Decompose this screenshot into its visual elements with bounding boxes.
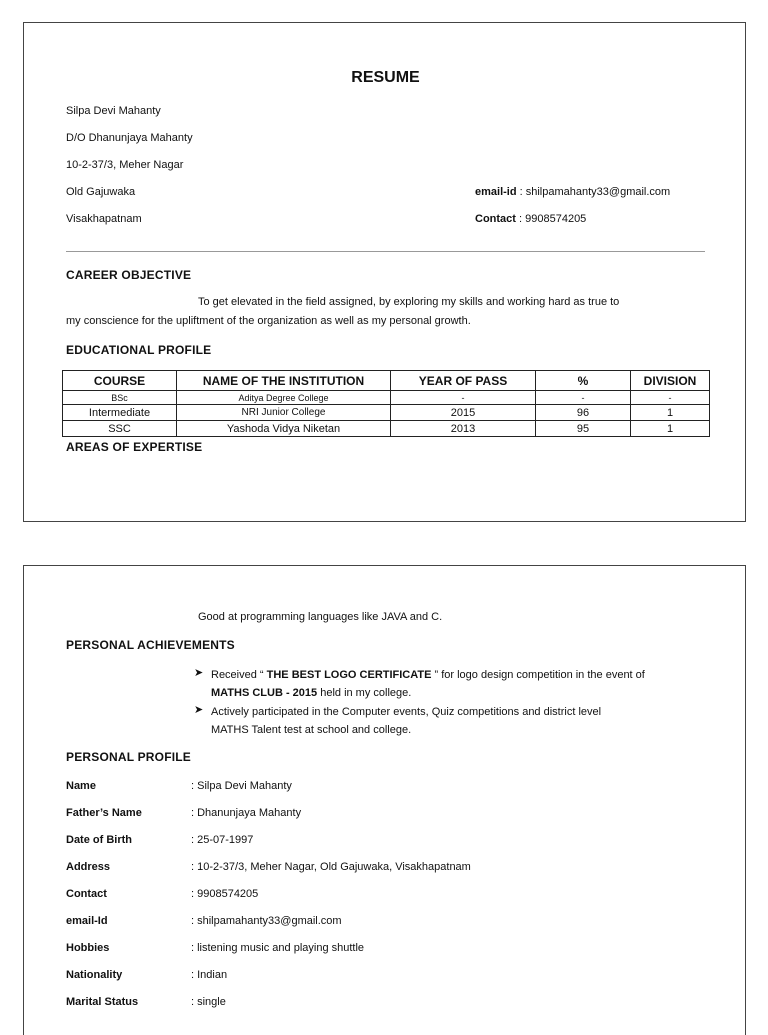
profile-label-address: Address [66, 861, 111, 873]
table-cell: - [631, 391, 710, 405]
expertise-text: Good at programming languages like JAVA and C. [198, 611, 443, 623]
email-label: email-id [475, 186, 517, 198]
resume-title: RESUME [351, 69, 420, 86]
col-percent: % [536, 371, 631, 391]
profile-value-father: : Dhanunjaya Mahanty [191, 807, 302, 819]
email-line [475, 186, 670, 198]
table-cell: Yashoda Vidya Niketan [177, 421, 391, 437]
profile-value-nationality: : Indian [191, 969, 228, 981]
table-cell: SSC [63, 421, 177, 437]
resume-page-1 [23, 22, 746, 522]
bullet-arrow-icon: ➤ [194, 704, 204, 716]
table-cell: 2013 [391, 421, 536, 437]
table-cell: - [391, 391, 536, 405]
achievement-1-mid: ” for logo design competition in the event of [431, 669, 645, 681]
header-divider [66, 251, 705, 252]
profile-label-dob: Date of Birth [66, 834, 132, 846]
table-row [63, 405, 710, 421]
address-line-city: Visakhapatnam [66, 213, 142, 225]
achievement-2-line-1: Actively participated in the Computer events, Quiz competitions and district level [211, 706, 602, 718]
profile-label-nationality: Nationality [66, 969, 123, 981]
education-table [62, 370, 710, 437]
col-division: DIVISION [631, 371, 710, 391]
profile-value-dob: : 25-07-1997 [191, 834, 254, 846]
profile-label-name: Name [66, 780, 96, 792]
achievement-1-event: MATHS CLUB - 2015 [211, 687, 318, 699]
achievement-1-pre: Received “ [211, 669, 267, 681]
table-cell: 2015 [391, 405, 536, 421]
table-row [63, 391, 710, 405]
col-year: YEAR OF PASS [391, 371, 536, 391]
profile-value-marital: : single [191, 996, 226, 1008]
address-line-street: 10-2-37/3, Meher Nagar [66, 159, 184, 171]
address-line-parent: D/O Dhanunjaya Mahanty [66, 132, 193, 144]
profile-label-email: email-Id [66, 915, 108, 927]
contact-label: Contact [475, 213, 516, 225]
achievement-2-line-2: MATHS Talent test at school and college. [211, 724, 412, 736]
col-institution: NAME OF THE INSTITUTION [177, 371, 391, 391]
col-course: COURSE [63, 371, 177, 391]
table-cell: NRI Junior College [177, 405, 391, 421]
profile-value-hobbies: : listening music and playing shuttle [191, 942, 365, 954]
career-objective-heading: CAREER OBJECTIVE [66, 268, 192, 282]
achievement-1-post: held in my college. [317, 687, 412, 699]
address-line-area: Old Gajuwaka [66, 186, 136, 198]
email-value: : shilpamahanty33@gmail.com [516, 186, 671, 198]
bullet-arrow-icon: ➤ [194, 667, 204, 679]
achievement-1-award: THE BEST LOGO CERTIFICATE [266, 669, 432, 681]
profile-label-hobbies: Hobbies [66, 942, 110, 954]
educational-profile-heading: EDUCATIONAL PROFILE [66, 343, 212, 357]
areas-of-expertise-heading: AREAS OF EXPERTISE [66, 440, 203, 454]
table-cell: 1 [631, 405, 710, 421]
profile-value-contact: : 9908574205 [191, 888, 259, 900]
table-cell: 96 [536, 405, 631, 421]
profile-label-contact: Contact [66, 888, 107, 900]
profile-value-email: : shilpamahanty33@gmail.com [191, 915, 342, 927]
resume-page-2 [23, 565, 746, 1035]
career-objective-line-2: my conscience for the upliftment of the organization as well as my personal growth. [66, 315, 471, 327]
profile-label-marital: Marital Status [66, 996, 139, 1008]
profile-label-father: Father’s Name [66, 807, 142, 819]
table-cell: 95 [536, 421, 631, 437]
table-cell: - [536, 391, 631, 405]
address-line-name: Silpa Devi Mahanty [66, 105, 161, 117]
achievement-1 [211, 666, 645, 702]
personal-achievements-heading: PERSONAL ACHIEVEMENTS [66, 638, 235, 652]
education-table-header [63, 371, 710, 391]
contact-line [475, 213, 586, 225]
table-row [63, 421, 710, 437]
table-cell: Aditya Degree College [177, 391, 391, 405]
table-cell: BSc [63, 391, 177, 405]
career-objective-line-1: To get elevated in the field assigned, by exploring my skills and working hard as true to [198, 296, 620, 308]
achievement-2 [211, 703, 601, 739]
table-cell: 1 [631, 421, 710, 437]
profile-value-name: : Silpa Devi Mahanty [191, 780, 292, 792]
profile-value-address: : 10-2-37/3, Meher Nagar, Old Gajuwaka, Visakhapatnam [191, 861, 471, 873]
contact-value: : 9908574205 [515, 213, 587, 225]
table-cell: Intermediate [63, 405, 177, 421]
personal-profile-heading: PERSONAL PROFILE [66, 750, 191, 764]
